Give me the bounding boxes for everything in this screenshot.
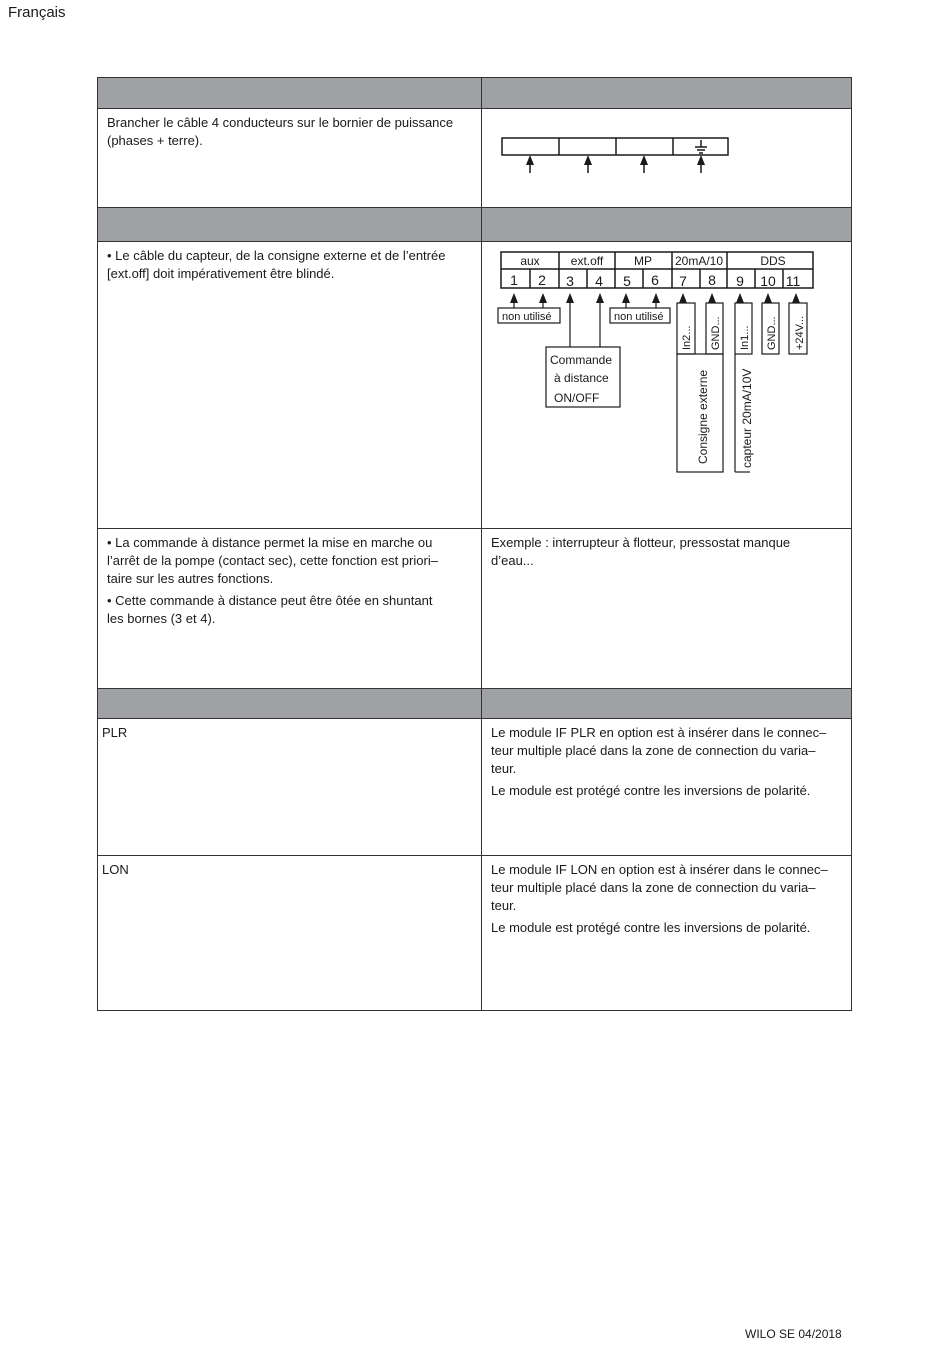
text-line: Le module IF PLR en option est à insérer dans le connec– xyxy=(491,725,827,740)
text-line: Exemple : interrupteur à flotteur, pressostat manque xyxy=(491,535,791,550)
control-terminal-diagram xyxy=(482,242,852,523)
table-cell xyxy=(98,109,482,208)
capteur-label: capteur 20mA/10V xyxy=(740,368,754,468)
header-cell xyxy=(482,208,852,242)
terminal-number: 11 xyxy=(785,273,801,289)
text-line: • Cette commande à distance peut être ôtée en shuntant xyxy=(107,593,433,608)
header-cell xyxy=(98,208,482,242)
wire-label: GND... xyxy=(766,316,778,350)
terminal-number: 5 xyxy=(623,273,631,289)
footer-text: WILO SE 04/2018 xyxy=(745,1327,842,1341)
wire-label: In2... xyxy=(681,325,693,350)
terminal-number: 8 xyxy=(708,272,716,288)
terminal-number: 2 xyxy=(538,272,546,288)
unused-label: non utilisé xyxy=(502,311,552,323)
text-line: teur multiple placé dans la zone de connection du varia– xyxy=(491,743,816,758)
table-header-row xyxy=(98,78,852,109)
arrow-icon xyxy=(736,293,744,303)
header-cell xyxy=(482,689,852,719)
arrow-icon xyxy=(622,293,630,303)
arrow-icon xyxy=(510,293,518,303)
text-line: • Le câble du capteur, de la consigne externe et de l’entrée xyxy=(107,248,446,263)
header-cell xyxy=(482,78,852,109)
unused-label: non utilisé xyxy=(614,311,664,323)
text-line: Le module est protégé contre les inversions de polarité. xyxy=(491,920,811,935)
remote-label: Commande xyxy=(550,353,613,367)
table-cell xyxy=(98,242,482,529)
table-cell xyxy=(482,529,852,689)
text-line: [ext.off] doit impérativement être blindé. xyxy=(107,266,335,281)
text-line: • La commande à distance permet la mise en marche ou xyxy=(107,535,433,550)
group-label: aux xyxy=(520,254,540,268)
text-line: Brancher le câble 4 conducteurs sur le bornier de puissance xyxy=(107,115,454,130)
table-row xyxy=(98,856,852,1011)
table-row xyxy=(98,529,852,689)
consigne-label: Consigne externe xyxy=(696,369,710,464)
text-line: teur multiple placé dans la zone de connection du varia– xyxy=(491,880,816,895)
text-line: les bornes (3 et 4). xyxy=(107,611,216,626)
table-row xyxy=(98,242,852,529)
wire-label: In1... xyxy=(739,325,751,350)
header-cell xyxy=(98,689,482,719)
remote-label: à distance xyxy=(554,371,609,385)
text-line: d’eau... xyxy=(491,553,534,568)
table-cell xyxy=(98,856,482,1011)
text-line: l’arrêt de la pompe (contact sec), cette fonction est priori– xyxy=(107,553,438,568)
arrow-icon xyxy=(679,293,687,303)
table-cell xyxy=(482,242,852,529)
terminal-number: 10 xyxy=(760,273,776,289)
table-header-row xyxy=(98,689,852,719)
text-line: teur. xyxy=(491,898,517,913)
text-line: Le module IF LON en option est à insérer dans le connec– xyxy=(491,862,828,877)
group-label: ext.off xyxy=(570,254,604,268)
module-name: PLR xyxy=(102,725,128,740)
terminal-number: 1 xyxy=(510,272,518,288)
arrow-icon xyxy=(539,293,547,303)
arrow-icon xyxy=(584,155,592,165)
text-line: teur. xyxy=(491,761,517,776)
text-line: taire sur les autres fonctions. xyxy=(107,571,274,586)
arrow-icon xyxy=(526,155,534,165)
wire-label: GND... xyxy=(710,316,722,350)
wire-label: +24V... xyxy=(794,315,806,350)
power-terminal-diagram xyxy=(482,109,852,202)
terminal-number: 6 xyxy=(651,272,659,288)
text-line: (phases + terre). xyxy=(107,133,203,148)
table-cell xyxy=(98,529,482,689)
terminal-number: 7 xyxy=(679,273,687,289)
arrow-icon xyxy=(708,293,716,303)
earth-icon xyxy=(695,140,707,153)
arrow-icon xyxy=(697,155,705,165)
table-row xyxy=(98,719,852,856)
terminal-number: 9 xyxy=(736,273,744,289)
header-cell xyxy=(98,78,482,109)
arrow-icon xyxy=(640,155,648,165)
table-header-row xyxy=(98,208,852,242)
remote-label: ON/OFF xyxy=(554,391,600,405)
terminal-number: 4 xyxy=(595,273,603,289)
module-name: LON xyxy=(102,862,129,877)
arrow-icon xyxy=(652,293,660,303)
arrow-icon xyxy=(596,293,604,303)
group-label: 20mA/10 xyxy=(674,254,724,268)
table-row xyxy=(98,109,852,208)
table-cell xyxy=(482,109,852,208)
language-label: Français xyxy=(8,4,66,21)
arrow-icon xyxy=(764,293,772,303)
arrow-icon xyxy=(566,293,574,303)
table-cell xyxy=(98,719,482,856)
power-terminal-block xyxy=(502,138,728,155)
table-cell xyxy=(482,856,852,1011)
text-line: Le module est protégé contre les inversions de polarité. xyxy=(491,783,811,798)
connection-table xyxy=(97,77,852,1011)
group-label: MP xyxy=(634,254,652,268)
table-cell xyxy=(482,719,852,856)
terminal-number: 3 xyxy=(566,273,574,289)
arrow-icon xyxy=(792,293,800,303)
group-label: DDS xyxy=(760,254,786,268)
